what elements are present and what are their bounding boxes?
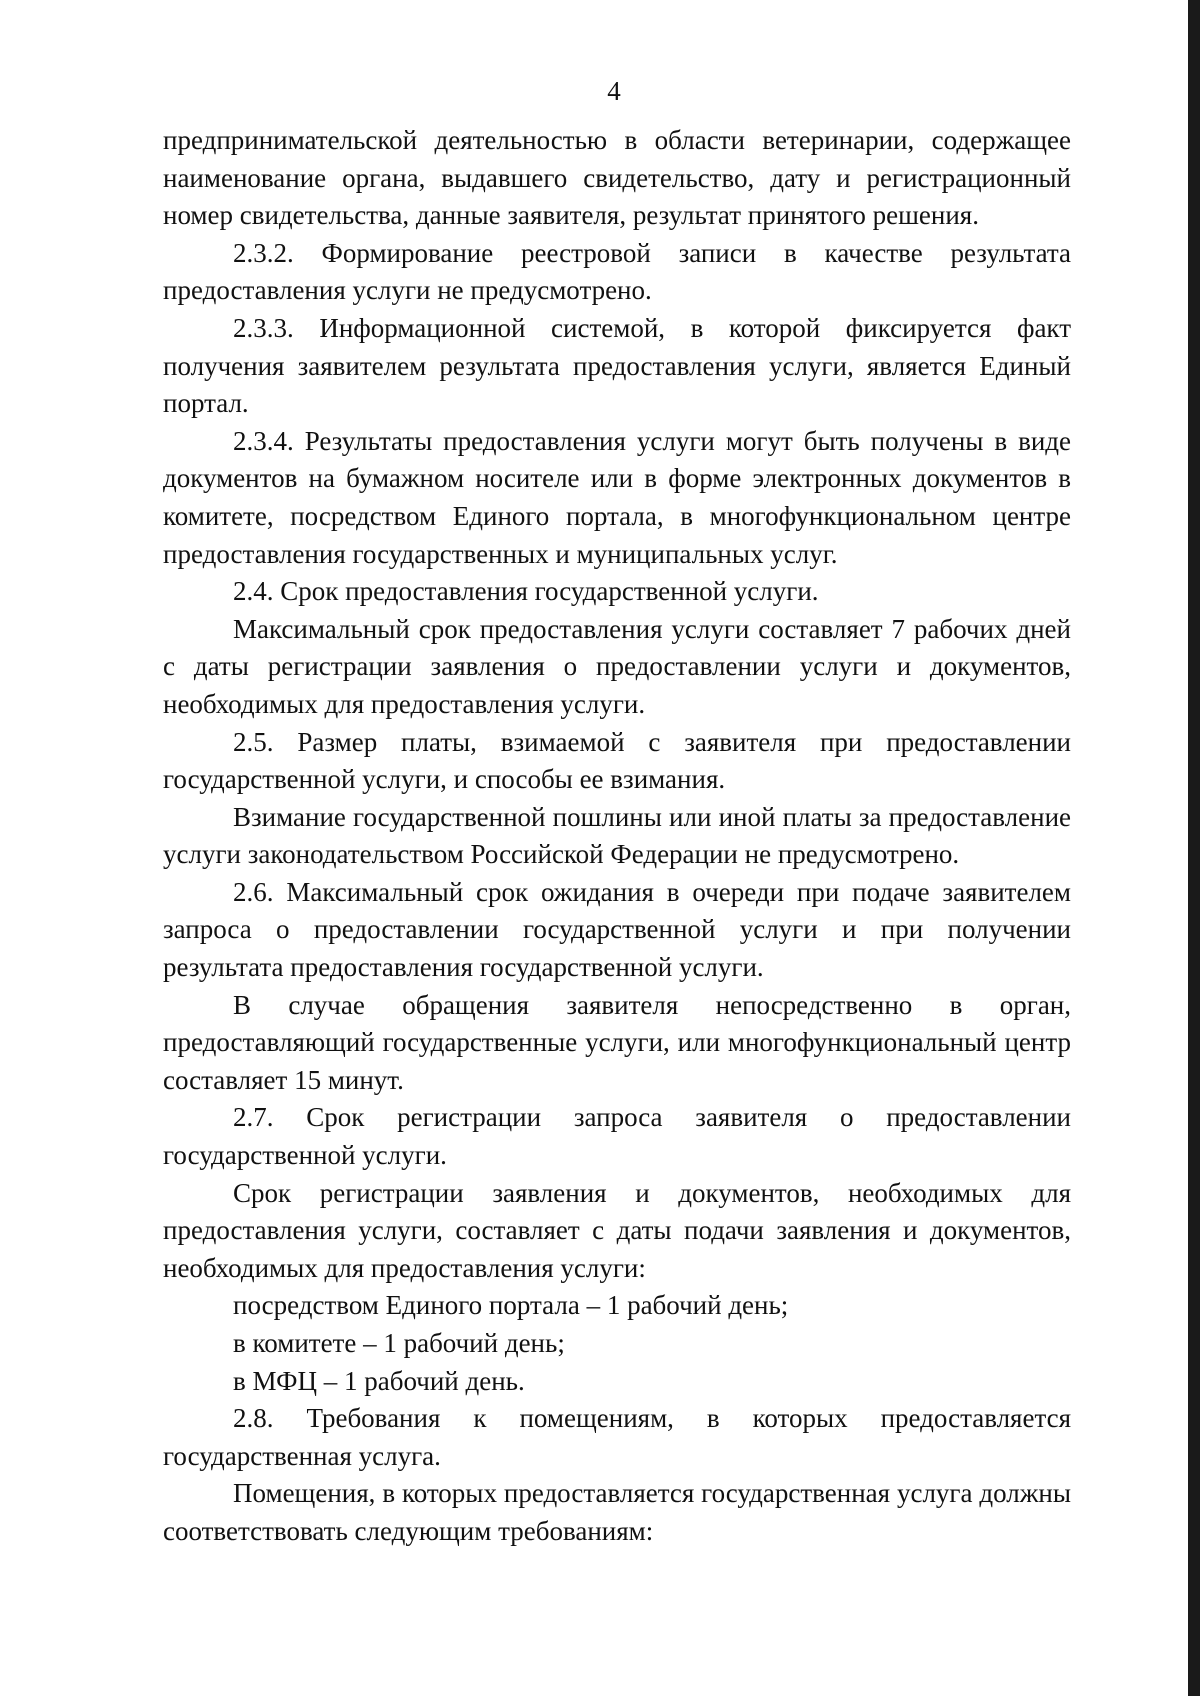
page-number: 4: [607, 76, 621, 106]
paragraph-premises: Помещения, в которых предоставляется государственная услуга должны соответствовать следующим требованиям:: [163, 1478, 1071, 1546]
heading-2-7: 2.7. Срок регистрации запроса заявителя о предоставлении государственной услуги.: [163, 1102, 1071, 1171]
paragraph-queue-time: В случае обращения заявителя непосредственно в орган, предоставляющий государственные услуги, или многофункциональный центр составляет 15 минут.: [163, 989, 1071, 1095]
paragraph-2-3-2: 2.3.2. Формирование реестровой записи в качестве результата предоставления услуги не предусмотрено.: [163, 237, 1071, 306]
list-item-mfc: в МФЦ – 1 рабочий день.: [233, 1365, 525, 1396]
document-body: [163, 122, 1071, 1551]
heading-2-4: 2.4. Срок предоставления государственной услуги.: [233, 576, 819, 607]
heading-2-8: 2.8. Требования к помещениям, в которых предоставляется государственная услуга.: [163, 1403, 1071, 1471]
list-item-portal: посредством Единого портала – 1 рабочий день;: [233, 1290, 789, 1321]
paragraph-registration-term: Срок регистрации заявления и документов, необходимых для предоставления услуги, составляет с даты подачи заявления и документов, необходимых для предоставления услуги:: [163, 1177, 1071, 1283]
paragraph-continuation: предпринимательской деятельностью в области ветеринарии, содержащее наименование органа, выдавшего свидетельство, дату и регистрационный номер свидетельства, данные заявителя, результат принятого решения.: [163, 125, 1071, 231]
paragraph-2-3-4: 2.3.4. Результаты предоставления услуги могут быть получены в виде документов на бумажном носителе или в форме электронных документов в комитете, посредством Единого портала, в многофункциональном центре предоставления государственных и муниципальных услуг.: [163, 425, 1071, 569]
scan-edge-border: [1188, 0, 1200, 1696]
paragraph-2-3-3: 2.3.3. Информационной системой, в которой фиксируется факт получения заявителем результата предоставления услуги, является Единый портал.: [163, 312, 1071, 419]
paragraph-max-term: Максимальный срок предоставления услуги составляет 7 рабочих дней с даты регистрации заявления о предоставлении услуги и документов, необходимых для предоставления услуги.: [163, 613, 1071, 719]
list-item-committee: в комитете – 1 рабочий день;: [233, 1328, 565, 1358]
heading-2-6: 2.6. Максимальный срок ожидания в очереди при подаче заявителем запроса о предоставлении государственной услуги и при получении результата предоставления государственной услуги.: [163, 876, 1071, 983]
heading-2-5: 2.5. Размер платы, взимаемой с заявителя при предоставлении государственной услуги, и способы ее взимания.: [163, 726, 1071, 795]
paragraph-fee: Взимание государственной пошлины или иной платы за предоставление услуги законодательством Российской Федерации не предусмотрено.: [163, 801, 1071, 870]
